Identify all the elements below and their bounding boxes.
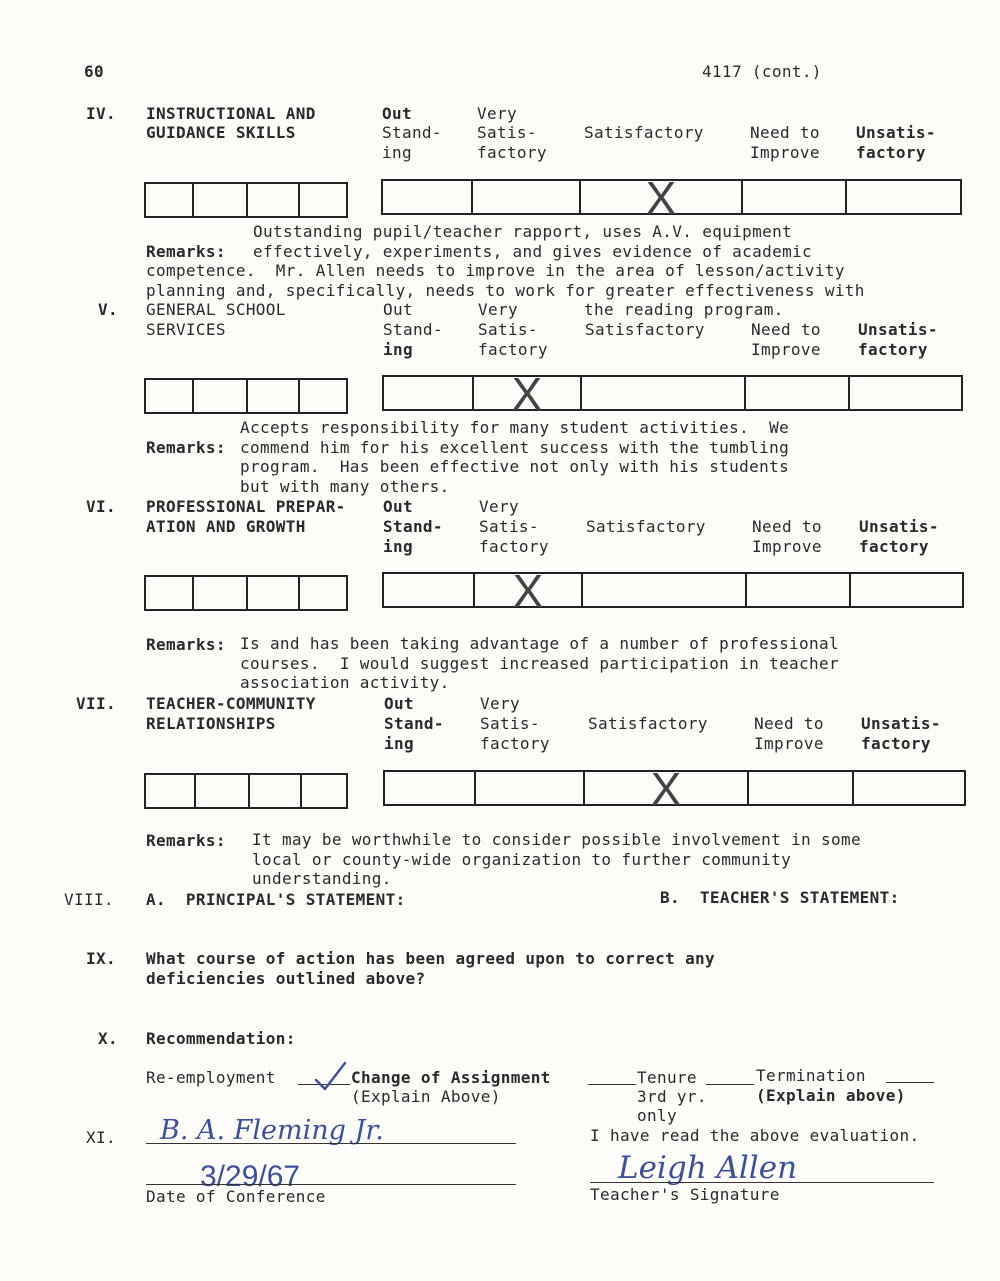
rating-cell-satisfactory[interactable] — [583, 763, 747, 815]
rating-cell[interactable] — [192, 577, 246, 609]
change-blank[interactable] — [588, 1084, 636, 1085]
date-label: Date of Conference — [146, 1187, 326, 1206]
teacher-signature-line[interactable] — [590, 1182, 934, 1183]
remarks-label: Remarks: — [146, 831, 226, 850]
date-line[interactable] — [146, 1184, 516, 1185]
rating-cell[interactable] — [192, 184, 246, 216]
option-termination-note: (Explain above) — [756, 1086, 906, 1105]
rating-cell[interactable] — [246, 577, 298, 609]
section-title: TEACHER-COMMUNITY — [146, 694, 316, 713]
column-unsat: Unsatis- — [858, 320, 938, 339]
column-very: factory — [480, 734, 550, 753]
principal-signature: B. A. Fleming Jr. — [160, 1115, 384, 1146]
remarks-line: local or county-wide organization to further community — [252, 850, 792, 869]
column-very: Satis- — [478, 320, 538, 339]
sub-rating-boxes — [144, 773, 348, 809]
tenure-blank[interactable] — [706, 1084, 754, 1085]
column-unsat: factory — [859, 537, 929, 556]
x-mark: X — [512, 565, 544, 617]
column-very: Very — [480, 694, 520, 713]
remarks-line: Outstanding pupil/teacher rapport, uses A.V. equipment — [253, 222, 793, 241]
column-out: ing — [384, 734, 414, 753]
column-very: Satis- — [480, 714, 540, 733]
column-need: Improve — [751, 340, 821, 359]
remarks-line: effectively, experiments, and gives evidence of academic — [253, 242, 813, 261]
column-satisfactory: Satisfactory — [585, 320, 705, 339]
column-satisfactory: Satisfactory — [584, 123, 704, 142]
remarks-line: association activity. — [240, 673, 450, 692]
section-title: GENERAL SCHOOL — [146, 300, 286, 319]
rating-cell[interactable] — [298, 184, 346, 216]
principal-signature-line[interactable] — [146, 1143, 516, 1144]
column-satisfactory: Satisfactory — [588, 714, 708, 733]
rating-cell-very[interactable] — [471, 181, 579, 213]
section-numeral: XI. — [86, 1128, 116, 1147]
remarks-line: but with many others. — [240, 477, 450, 496]
column-out: Stand- — [384, 714, 444, 733]
column-need: Improve — [750, 143, 820, 162]
termination-blank[interactable] — [886, 1082, 934, 1083]
rating-boxes — [381, 172, 962, 224]
rating-cell-satisfactory[interactable] — [580, 377, 744, 409]
rating-boxes — [382, 565, 964, 617]
x-mark: X — [645, 172, 677, 224]
column-unsat: factory — [856, 143, 926, 162]
rating-cell-unsat[interactable] — [852, 772, 964, 804]
section-title: ATION AND GROWTH — [146, 517, 306, 536]
rating-cell[interactable] — [146, 380, 192, 412]
rating-cell-unsat[interactable] — [848, 377, 961, 409]
rating-boxes — [383, 763, 966, 815]
teacher-statement-heading: B. TEACHER'S STATEMENT: — [660, 888, 900, 907]
rating-cell[interactable] — [248, 775, 300, 807]
remarks-line: the reading program. — [584, 300, 784, 319]
section-numeral: X. — [98, 1029, 118, 1048]
column-unsat: factory — [858, 340, 928, 359]
ix-question: deficiencies outlined above? — [146, 969, 426, 988]
option-tenure: Tenure — [637, 1068, 697, 1087]
remarks-line: program. Has been effective not only with his students — [240, 457, 790, 476]
read-statement: I have read the above evaluation. — [590, 1126, 920, 1145]
conference-date-value: 3/29/67 — [200, 1160, 301, 1193]
rating-cell-satisfactory[interactable] — [581, 574, 745, 606]
section-numeral: VII. — [76, 694, 116, 713]
remarks-line: Accepts responsibility for many student activities. We — [240, 418, 790, 437]
rating-cell[interactable] — [246, 184, 298, 216]
rating-cell[interactable] — [146, 577, 192, 609]
remarks-label: Remarks: — [146, 438, 226, 457]
sub-rating-boxes — [144, 182, 348, 218]
column-very: Satis- — [479, 517, 539, 536]
section-title: INSTRUCTIONAL AND — [146, 104, 316, 123]
remarks-label: Remarks: — [146, 635, 226, 654]
column-very: factory — [478, 340, 548, 359]
page-number: 60 — [84, 62, 104, 81]
column-very: factory — [477, 143, 547, 162]
column-out: ing — [383, 537, 413, 556]
remarks-line: commend him for his excellent success with the tumbling — [240, 438, 790, 457]
column-unsat: Unsatis- — [856, 123, 936, 142]
remarks-line: planning and, specifically, needs to work for greater effectiveness with — [146, 281, 865, 300]
column-out: Stand- — [383, 517, 443, 536]
sub-rating-boxes — [144, 575, 348, 611]
x-mark: X — [511, 368, 543, 420]
column-unsat: Unsatis- — [859, 517, 939, 536]
form-id: 4117 (cont.) — [702, 62, 822, 81]
option-change: Change of Assignment — [351, 1068, 551, 1087]
rating-cell-need[interactable] — [741, 181, 845, 213]
column-out: ing — [383, 340, 413, 359]
ix-question: What course of action has been agreed upon to correct any — [146, 949, 716, 968]
column-very: Satis- — [477, 123, 537, 142]
section-title: GUIDANCE SKILLS — [146, 123, 296, 142]
rating-cell-need[interactable] — [744, 377, 848, 409]
rating-cell-need[interactable] — [745, 574, 849, 606]
rating-cell[interactable] — [298, 380, 346, 412]
rating-cell[interactable] — [146, 184, 192, 216]
column-out: Out — [383, 497, 413, 516]
teacher-signature-label: Teacher's Signature — [590, 1185, 780, 1204]
rating-cell[interactable] — [246, 380, 298, 412]
option-tenure-note: 3rd yr. — [637, 1087, 707, 1106]
principal-statement-heading: A. PRINCIPAL'S STATEMENT: — [146, 890, 406, 909]
x-mark: X — [650, 763, 682, 815]
section-numeral: IV. — [86, 104, 116, 123]
option-change-note: (Explain Above) — [351, 1087, 501, 1106]
rating-cell-out[interactable] — [385, 772, 474, 804]
teacher-signature: Leigh Allen — [618, 1150, 798, 1186]
section-title: PROFESSIONAL PREPAR- — [146, 497, 346, 516]
rating-cell[interactable] — [300, 775, 346, 807]
section-title: RELATIONSHIPS — [146, 714, 276, 733]
column-need: Improve — [752, 537, 822, 556]
rating-cell-out[interactable] — [383, 181, 471, 213]
rating-cell[interactable] — [194, 775, 248, 807]
section-numeral: VIII. — [64, 890, 114, 909]
section-numeral: IX. — [86, 949, 116, 968]
column-very: Very — [479, 497, 519, 516]
option-tenure-note: only — [637, 1106, 677, 1125]
column-need: Need to — [752, 517, 822, 536]
rating-boxes — [382, 368, 963, 420]
section-numeral: V. — [98, 300, 118, 319]
rating-cell-unsat[interactable] — [849, 574, 962, 606]
rating-cell-out[interactable] — [384, 377, 472, 409]
remarks-line: courses. I would suggest increased participation in teacher — [240, 654, 839, 673]
column-out: Out — [383, 300, 413, 319]
remarks-line: Is and has been taking advantage of a number of professional — [240, 634, 839, 653]
rating-cell-very[interactable] — [474, 772, 583, 804]
column-very: factory — [479, 537, 549, 556]
rating-cell[interactable] — [298, 577, 346, 609]
remarks-line: competence. Mr. Allen needs to improve in the area of lesson/activity — [146, 261, 845, 280]
remarks-line: It may be worthwhile to consider possible involvement in some — [252, 830, 861, 849]
checkmark-icon — [312, 1060, 348, 1092]
rating-cell-very[interactable] — [473, 565, 581, 617]
column-need: Improve — [754, 734, 824, 753]
option-termination: Termination — [756, 1066, 866, 1085]
column-out: Out — [384, 694, 414, 713]
column-need: Need to — [754, 714, 824, 733]
rating-cell-unsat[interactable] — [845, 181, 960, 213]
rating-cell[interactable] — [192, 380, 246, 412]
column-need: Need to — [750, 123, 820, 142]
rating-cell-satisfactory[interactable] — [579, 172, 741, 224]
remarks-line: understanding. — [252, 869, 392, 888]
column-out: Stand- — [383, 320, 443, 339]
column-very: Very — [477, 104, 517, 123]
column-satisfactory: Satisfactory — [586, 517, 706, 536]
rating-cell[interactable] — [146, 775, 194, 807]
column-out: ing — [382, 143, 412, 162]
option-reemployment: Re-employment — [146, 1068, 276, 1087]
remarks-label: Remarks: — [146, 242, 226, 261]
rating-cell-need[interactable] — [747, 772, 852, 804]
column-out: Out — [382, 104, 412, 123]
rating-cell-out[interactable] — [384, 574, 473, 606]
column-out: Stand- — [382, 123, 442, 142]
column-unsat: factory — [861, 734, 931, 753]
sub-rating-boxes — [144, 378, 348, 414]
section-title: SERVICES — [146, 320, 226, 339]
rating-cell-very[interactable] — [472, 368, 580, 420]
column-need: Need to — [751, 320, 821, 339]
column-very: Very — [478, 300, 518, 319]
column-unsat: Unsatis- — [861, 714, 941, 733]
section-numeral: VI. — [86, 497, 116, 516]
recommendation-label: Recommendation: — [146, 1029, 296, 1048]
